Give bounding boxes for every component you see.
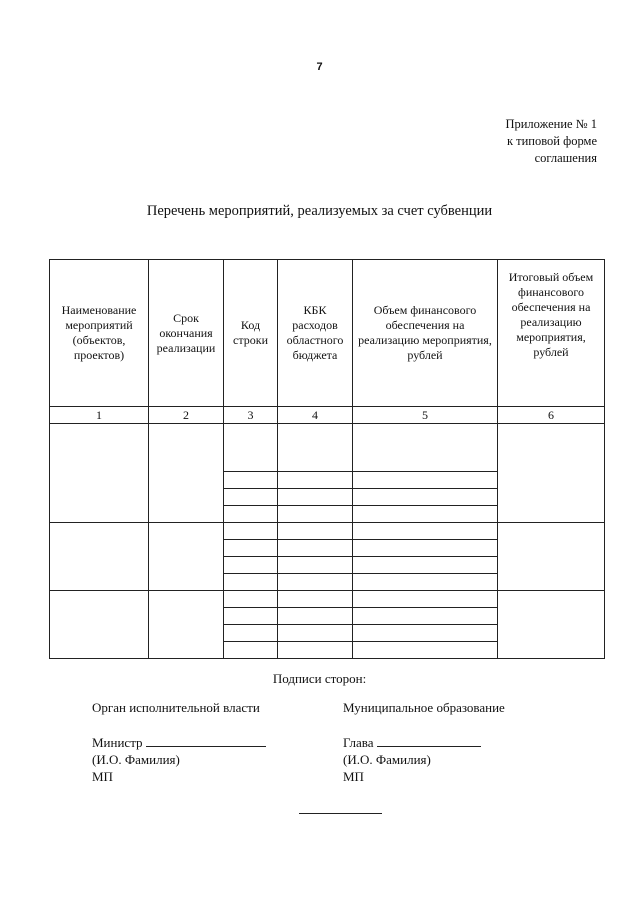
table-row: [50, 424, 605, 472]
cell-row-code[interactable]: [224, 424, 278, 472]
column-number: 3: [224, 407, 278, 424]
column-number: 6: [498, 407, 605, 424]
cell-kbk[interactable]: [278, 506, 353, 523]
left-name-placeholder: (И.О. Фамилия): [92, 752, 180, 767]
table-row: [50, 591, 605, 608]
cell-row-code[interactable]: [224, 472, 278, 489]
cell-activity[interactable]: [50, 424, 149, 523]
header-activity-name: Наименование мероприятий (объектов, проектов): [50, 260, 149, 407]
cell-total[interactable]: [498, 424, 605, 523]
cell-kbk[interactable]: [278, 557, 353, 574]
cell-funding[interactable]: [353, 506, 498, 523]
header-kbk: КБК расходов областного бюджета: [278, 260, 353, 407]
column-number-row: [50, 407, 605, 424]
left-org-name: Орган исполнительной власти: [92, 700, 260, 715]
cell-row-code[interactable]: [224, 489, 278, 506]
cell-row-code[interactable]: [224, 523, 278, 540]
left-signature-field[interactable]: [146, 733, 266, 747]
signature-block-right: [343, 699, 505, 785]
cell-kbk[interactable]: [278, 642, 353, 659]
cell-row-code[interactable]: [224, 557, 278, 574]
cell-funding[interactable]: [353, 523, 498, 540]
header-row-code: Код строки: [224, 260, 278, 407]
page-number: 7: [316, 61, 323, 73]
cell-kbk[interactable]: [278, 489, 353, 506]
cell-funding[interactable]: [353, 489, 498, 506]
header-funding-amount: Объем финансового обеспечения на реализацию мероприятия, рублей: [353, 260, 498, 407]
cell-row-code[interactable]: [224, 574, 278, 591]
cell-kbk[interactable]: [278, 523, 353, 540]
cell-kbk[interactable]: [278, 472, 353, 489]
left-stamp: МП: [92, 769, 113, 784]
appendix-line-2: к типовой форме: [506, 134, 597, 148]
right-signature-line: [343, 733, 505, 751]
activities-table: [49, 259, 605, 659]
appendix-note: [505, 116, 597, 167]
cell-funding[interactable]: [353, 557, 498, 574]
cell-kbk[interactable]: [278, 608, 353, 625]
column-number: 5: [353, 407, 498, 424]
cell-kbk[interactable]: [278, 540, 353, 557]
signatures-heading: Подписи сторон:: [272, 671, 367, 686]
cell-total[interactable]: [498, 523, 605, 591]
table-row: [50, 523, 605, 540]
right-signature-field[interactable]: [377, 733, 481, 747]
column-number: 1: [50, 407, 149, 424]
document-title: Перечень мероприятий, реализуемых за счет субвенции: [146, 203, 493, 219]
cell-funding[interactable]: [353, 591, 498, 608]
footer-divider: [299, 813, 382, 814]
cell-row-code[interactable]: [224, 506, 278, 523]
table-header-row: [50, 260, 605, 407]
cell-kbk[interactable]: [278, 424, 353, 472]
cell-row-code[interactable]: [224, 540, 278, 557]
appendix-line-3: соглашения: [534, 151, 597, 165]
right-org-name: Муниципальное образование: [343, 700, 505, 715]
cell-deadline[interactable]: [149, 591, 224, 659]
cell-funding[interactable]: [353, 424, 498, 472]
header-total-funding: Итоговый объем финансового обеспечения на реализацию мероприятия, рублей: [498, 260, 605, 407]
cell-funding[interactable]: [353, 642, 498, 659]
cell-activity[interactable]: [50, 591, 149, 659]
cell-kbk[interactable]: [278, 574, 353, 591]
cell-kbk[interactable]: [278, 625, 353, 642]
cell-deadline[interactable]: [149, 424, 224, 523]
cell-funding[interactable]: [353, 472, 498, 489]
cell-row-code[interactable]: [224, 591, 278, 608]
cell-row-code[interactable]: [224, 625, 278, 642]
right-role: Глава: [343, 735, 374, 750]
appendix-line-1: Приложение № 1: [505, 117, 597, 131]
header-deadline: Срок окончания реализации: [149, 260, 224, 407]
cell-funding[interactable]: [353, 540, 498, 557]
cell-funding[interactable]: [353, 625, 498, 642]
cell-activity[interactable]: [50, 523, 149, 591]
cell-row-code[interactable]: [224, 642, 278, 659]
cell-funding[interactable]: [353, 608, 498, 625]
right-stamp: МП: [343, 769, 364, 784]
cell-row-code[interactable]: [224, 608, 278, 625]
right-name-placeholder: (И.О. Фамилия): [343, 752, 431, 767]
cell-total[interactable]: [498, 591, 605, 659]
left-signature-line: [92, 733, 266, 751]
cell-funding[interactable]: [353, 574, 498, 591]
column-number: 2: [149, 407, 224, 424]
column-number: 4: [278, 407, 353, 424]
cell-deadline[interactable]: [149, 523, 224, 591]
left-role: Министр: [92, 735, 143, 750]
signature-block-left: [92, 699, 266, 785]
cell-kbk[interactable]: [278, 591, 353, 608]
